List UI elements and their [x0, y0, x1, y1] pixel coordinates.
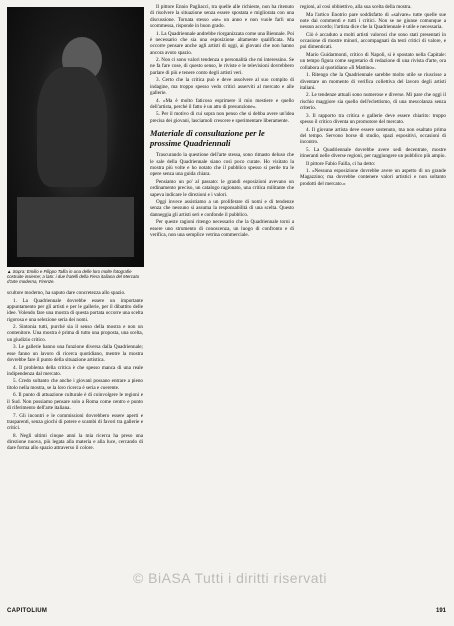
left-column	[7, 290, 143, 453]
paragraph: 1. «Nessuna esposizione dovrebbe avere un aspetto di un grande Magazzino; ma dovrebbe contenere valori artistici e non soltanto prodotti del mercato.»	[300, 168, 446, 187]
paragraph: 2. Le tendenze attuali sono numerose e diverse. Mi pare che oggi il rischio maggiore sia quello dell'eclettismo, di una mescolanza senza criterio.	[300, 92, 446, 112]
artist-photograph	[7, 7, 144, 267]
paragraph: 1. La Quadriennale dovrebbe essere un importante appuntamento per gli artisti e per le gallerie, per il dibattito delle idee. Volendo fare una mostra di questa portata occorre una scelta rigorosa e una selezione seria dei nomi.	[7, 297, 143, 323]
paragraph: 2. Non ci sono valori tendenza o personalità che mi interessino. Se ne fa fare cose, di questo senso, le riviste e le televisioni dovrebbero parlare di più e tenere conto degli artisti veri.	[150, 57, 294, 76]
paragraph: Ciò è accaduto a molti artisti valorosi che sono stati presentati in occasione di mostre minori, accompagnati da testi critici di valore, e poi dimenticati.	[300, 31, 446, 51]
paragraph: Il pittore Ennio Pagliacci, tra quelle alle richieste, non ha ritenuto di risolvere la situazione senza essere spostata e migliorata con una discussione. Tornata stesso «se» un anno e non vuole farli una scommessa, risponde in buon grado.	[150, 4, 294, 30]
paragraph: 4. Il problema della critica è che spesso manca di una reale indipendenza dal mercato.	[7, 364, 143, 377]
paragraph: 1. Ritengo che la Quadriennale sarebbe molto utile se riuscisse a diventare un momento di verifica collettiva del lavoro degli artisti italiani.	[300, 72, 446, 91]
photo-figure-body	[37, 67, 107, 187]
paragraph: 4. «Ma è molto faticoso esprimere il mio mestiere e quello dell'artista, perché il fatto è un atto di presunzione».	[150, 97, 294, 110]
paragraph: Ma l'artico Enotrio pare soddisfatto di «salvare» tutte quelle sue note dai commenti e tutti i critici. Non se ne giunse comunque a nessun accordo; l'artista dice che la Quadriennale è utile e necessaria.	[300, 11, 446, 31]
paragraph: 6. Il punto di attuazione culturale è di coinvolgere le regioni e il Sud. Non possiamo pensare solo a Roma come centro e punto di riferimento dell'arte italiana.	[7, 392, 143, 411]
paragraph: 5. La Quadriennale dovrebbe avere sedi decentrate, mostre itineranti nelle diverse regioni, per raggiungere un pubblico più ampio.	[300, 146, 446, 160]
paragraph: Oggi invece assistiamo a un proliferare di nomi e di tendenze senza che nessuno si assuma la responsabilità di una scelta. Questo danneggia gli artisti seri e confonde il pubblico.	[150, 199, 294, 218]
paragraph: 4. Il giovane artista deve essere sostenuto, ma non esaltato prima del tempo. Servono borse di studio, spazi espositivi, occasioni di incontro.	[300, 126, 446, 146]
caption-marker: ▲	[7, 269, 12, 274]
paragraph: Per queste ragioni ritengo necessario che la Quadriennale torni a essere uno strumento di conoscenza, un luogo di confronto e di verifica, non una semplice vetrina commerciale.	[150, 219, 294, 238]
paragraph: 5. Per il motivo di cui sopra non penso che si debba avere un'idea precisa dei giovani, lasciamoli crescere e sperimentare liberamente.	[150, 111, 294, 124]
photo-caption	[7, 269, 144, 285]
paragraph: 3. Il rapporto tra critica e gallerie deve essere chiarito: troppo spesso il critico diventa un promotore del mercato.	[300, 112, 446, 125]
paragraph: scultore moderno, ha saputo dare concretezza allo spazio.	[7, 290, 126, 296]
caption-text: Sopra: Emilio e Filippo Tallia in una delle loro molte fotografie costruite insieme; a lato: i due fratelli della Fiera italiana del Mercato d'arte moderna, Firenze.	[7, 269, 140, 285]
running-footer-title: CAPITOLIUM	[7, 608, 48, 614]
middle-column	[150, 4, 294, 240]
paragraph: regioni, al così obbiettivo, alla sua scelta della mostra.	[300, 4, 412, 10]
copyright-watermark: © BiASA Tutti i diritti riservati	[132, 570, 328, 586]
photo-foreground	[17, 197, 134, 257]
page-number: 191	[435, 608, 446, 614]
paragraph: Trascurando la questione dell'arte stessa, sono rimasto deluso che le sale della Quadriennale siano così poco curate. Ho visitato la mostra più volte e ho notato che il pubblico spesso si perde tra le opere senza una guida chiara.	[150, 152, 294, 178]
paragraph: Mario Guidarmonti, critico di Napoli, si è spostato nella Capitale: un tempo figura come segretario di redazione di una rivista d'arte, ora collabora al quotidiano «Il Mattino».	[300, 51, 446, 71]
paragraph: 2. Sintonia tutti, purché sia il senso della mostra e non un contenitore. Una mostra è prima di tutto una proposta, una scelta, un giudizio critico.	[7, 324, 143, 343]
right-column	[300, 4, 446, 188]
paragraph: 7. Gli incontri e le commissioni dovrebbero essere aperti e trasparenti, senza giochi di potere e scambi di favori tra gallerie e critici.	[7, 412, 143, 432]
paragraph: 3. Le gallerie hanno una funzione diversa dalla Quadriennale; esse fanno un lavoro di ricerca quotidiano, mentre la mostra dovrebbe fare il punto della situazione artistica.	[7, 344, 143, 363]
paragraph: 3. Certo che la critica può e deve assolvere al suo compito di indagine, ma troppo spesso vedo critici asserviti al mercato e alle gallerie.	[150, 77, 294, 97]
paragraph: 1. La Quadriennale andrebbe riorganizzata come una Biennale. Poi è necessario che sia una esposizione altamente qualificata. Ma occorre pensare anche agli artisti di oggi, ai giovani che non hanno ancora avuto spazio.	[150, 30, 294, 56]
paragraph: Pensiamo un po' al passato: le grandi esposizioni avevano un ordinamento preciso, un catalogo ragionato, una critica militante che sapeva indicare le direzioni e i valori.	[150, 178, 294, 198]
paragraph: Il pittore Fabio Failla, ci ha detto:	[306, 160, 376, 167]
paragraph: 5. Credo soltanto che anche i giovani possano entrare a pieno titolo nella mostra, se la loro ricerca è seria e coerente.	[7, 378, 143, 391]
section-heading: Materiale di consultazione per le prossime Quadriennali	[150, 128, 265, 148]
paragraph: 8. Negli ultimi cinque anni la mia ricerca ha preso una direzione nuova, più legata alla materia e alla luce, cercando di dare forma allo spazio attraverso il colore.	[7, 432, 143, 452]
